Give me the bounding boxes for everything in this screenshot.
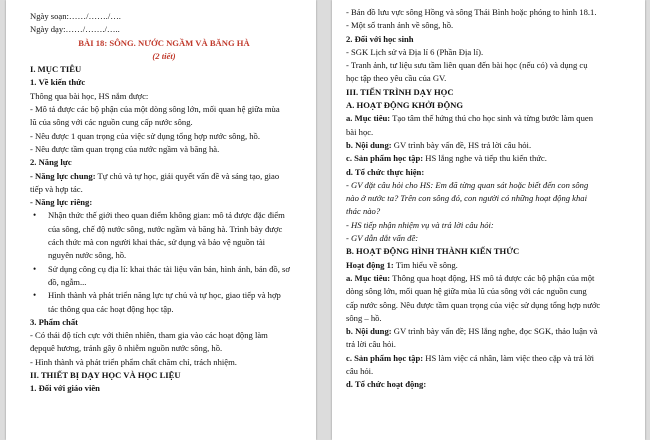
warmup-content-text: GV trình bày vấn đề, HS trả lời câu hỏi. bbox=[391, 139, 532, 150]
right-page bbox=[332, 0, 645, 440]
bullet-item bbox=[30, 263, 298, 290]
date-taught: Ngày dạy:……/……./….. bbox=[30, 24, 120, 35]
student-material: - Tranh ảnh, tư liệu sưu tầm liên quan đến bài học (nếu có) và dụng cụ bbox=[346, 60, 588, 71]
bullet-line: nguyên nước sông, hồ. bbox=[48, 250, 127, 261]
warmup-objective bbox=[346, 112, 631, 125]
specific-competence-label: - Năng lực riêng: bbox=[30, 197, 93, 208]
quality-item: - Có thái độ tích cực với thiên nhiên, tham gia vào các hoạt động làm bbox=[30, 330, 268, 341]
knowledge-item: - Nêu được 1 quan trọng của việc sử dụng tổng hợp nước sông, hồ. bbox=[30, 130, 260, 141]
activity-objective-text: Thông qua hoạt động, HS mô tả được các bộ phận của một bbox=[390, 272, 595, 283]
bullet-line: • Nhận thức thế giới theo quan điểm không gian: mô tả được đặc điểm bbox=[48, 210, 285, 221]
warmup-objective-label: a. Mục tiêu: bbox=[346, 113, 391, 124]
bullet-item bbox=[30, 209, 298, 262]
heading-knowledge-building: B. HOẠT ĐỘNG HÌNH THÀNH KIẾN THỨC bbox=[346, 246, 520, 257]
activity-content-label: b. Nội dung: bbox=[346, 326, 392, 337]
bullet-line: đồ, ngẫm... bbox=[48, 276, 87, 287]
activity-content-text: GV trình bày vấn đề; HS lắng nghe, đọc SGK, thảo luận và bbox=[391, 326, 598, 337]
warmup-content bbox=[346, 139, 631, 152]
knowledge-item: - Nêu được tầm quan trọng của nước ngầm và băng hà. bbox=[30, 143, 220, 154]
warmup-question-cont: thác nào? bbox=[346, 206, 381, 217]
left-page-content bbox=[30, 10, 298, 396]
bullet-item bbox=[30, 289, 298, 316]
general-competence-label: - Năng lực chung: bbox=[30, 170, 96, 181]
activity-1-text: Tìm hiểu về sông. bbox=[393, 259, 458, 270]
warmup-product bbox=[346, 152, 631, 165]
knowledge-item-cont: lũ của sông với các nguồn cung cấp nước sông. bbox=[30, 117, 193, 128]
warmup-step: - HS tiếp nhận nhiệm vụ và trả lời câu hỏi: bbox=[346, 219, 494, 230]
activity-objective-label: a. Mục tiêu: bbox=[346, 272, 391, 283]
warmup-product-label: c. Sản phẩm học tập: bbox=[346, 153, 424, 164]
student-material-cont: học tập theo yêu cầu của GV. bbox=[346, 73, 447, 84]
activity-objective-cont: cấp nước sông. Nêu được tầm quan trọng của việc sử dụng tổng hợp nước bbox=[346, 299, 601, 310]
activity-objective bbox=[346, 272, 631, 285]
activity-1 bbox=[346, 259, 631, 272]
activity-content bbox=[346, 325, 631, 338]
date-prepared: Ngày soạn:……/……./…. bbox=[30, 11, 121, 21]
general-competence-cont: tiếp và hợp tác. bbox=[30, 183, 83, 194]
lesson-duration: (2 tiết) bbox=[152, 50, 176, 61]
left-page bbox=[6, 0, 316, 440]
warmup-step: - GV dẫn dắt vấn đề: bbox=[346, 233, 419, 244]
warmup-organization-label: d. Tổ chức thực hiện: bbox=[346, 166, 425, 177]
general-competence bbox=[30, 170, 298, 183]
quality-item-cont: đẹpquê hương, tránh gây ô nhiễm nguồn nước sông, hồ. bbox=[30, 343, 223, 354]
knowledge-item: - Mô tả được các bộ phận của một dòng sông lớn, mối quan hệ giữa mùa bbox=[30, 104, 280, 115]
activity-content-cont: trả lời câu hỏi. bbox=[346, 339, 396, 350]
heading-knowledge: 1. Về kiến thức bbox=[30, 77, 86, 88]
heading-qualities: 3. Phẩm chất bbox=[30, 316, 78, 327]
activity-product-label: c. Sản phẩm học tập: bbox=[346, 352, 424, 363]
activity-product-text: HS làm việc cá nhân, làm việc theo cặp và trả lời bbox=[423, 352, 594, 363]
bullet-line: của sông, chế độ nước sông, nước ngầm và băng hà. Trình bày được bbox=[48, 223, 283, 234]
heading-equipment: II. THIẾT BỊ DẠY HỌC VÀ HỌC LIỆU bbox=[30, 370, 181, 381]
general-competence-text: Tự chủ và tự học, giải quyết vấn đề và sáng tạo, giao bbox=[95, 170, 280, 181]
bullet-line: cách thức mà con người khai thác, sử dụng và bảo vệ nguồn tài bbox=[48, 237, 266, 248]
warmup-objective-text: Tạo tâm thế hứng thú cho học sinh và từng bước làm quen bbox=[390, 113, 594, 124]
warmup-question: - GV đặt câu hỏi cho HS: Em đã từng quan sát hoặc biết đến con sông bbox=[346, 179, 589, 190]
heading-teaching-process: III. TIẾN TRÌNH DẠY HỌC bbox=[346, 86, 454, 97]
quality-item: - Hình thành và phát triển phẩm chất chăm chỉ, trách nhiệm. bbox=[30, 356, 237, 367]
heading-objectives: I. MỤC TIÊU bbox=[30, 64, 82, 75]
heading-warmup: A. HOẠT ĐỘNG KHỞI ĐỘNG bbox=[346, 100, 464, 111]
activity-objective-cont: dòng sông lớn, mối quan hệ giữa mùa lũ của sông với các nguồn cung bbox=[346, 286, 587, 297]
bullet-line: • Hình thành và phát triển năng lực tự chủ và tự học, giao tiếp và hợp bbox=[48, 290, 281, 301]
heading-for-teacher: 1. Đối với giáo viên bbox=[30, 383, 100, 394]
heading-competence: 2. Năng lực bbox=[30, 157, 72, 168]
activity-objective-cont: sông – hồ. bbox=[346, 312, 382, 323]
right-page-content bbox=[346, 6, 631, 392]
teacher-material: - Bản đồ lưu vực sông Hồng và sông Thái Bình hoặc phóng to hình 18.1. bbox=[346, 7, 597, 17]
heading-for-student: 2. Đối với học sinh bbox=[346, 33, 414, 44]
knowledge-intro: Thông qua bài học, HS nắm được: bbox=[30, 90, 149, 101]
warmup-question-cont: nào ở nước ta? Trên con sông đó, con người có những hoạt động khai bbox=[346, 193, 587, 204]
bullet-line: • Sử dụng công cụ địa lí: khai thác tài liệu văn bản, hình ảnh, bản đồ, sơ bbox=[48, 263, 290, 274]
warmup-objective-cont: bài học. bbox=[346, 126, 374, 137]
lesson-title: BÀI 18: SÔNG. NƯỚC NGẦM VÀ BĂNG HÀ bbox=[78, 37, 250, 48]
activity-product-cont: câu hỏi. bbox=[346, 366, 374, 377]
warmup-content-label: b. Nội dung: bbox=[346, 139, 392, 150]
activity-product bbox=[346, 352, 631, 365]
bullet-line: tác thông qua các hoạt động học tập. bbox=[48, 303, 174, 314]
activity-1-label: Hoạt động 1: bbox=[346, 259, 394, 270]
activity-organization-label: d. Tổ chức hoạt động: bbox=[346, 379, 427, 390]
warmup-product-text: HS lắng nghe và tiếp thu kiến thức. bbox=[423, 153, 547, 164]
teacher-material: - Một số tranh ảnh về sông, hồ. bbox=[346, 20, 454, 31]
student-material: - SGK Lịch sử và Địa lí 6 (Phần Địa lí). bbox=[346, 46, 484, 57]
